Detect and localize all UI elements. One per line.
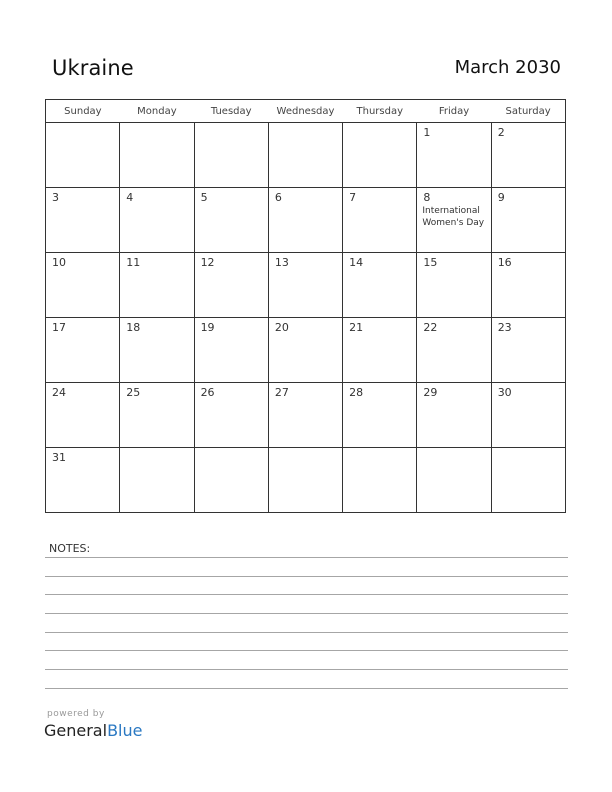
day-number: 4 xyxy=(126,191,134,204)
day-cell xyxy=(491,383,565,448)
day-cell xyxy=(46,253,120,318)
month-year-title: March 2030 xyxy=(454,57,561,78)
day-cell xyxy=(46,318,120,383)
day-number: 2 xyxy=(497,126,505,139)
day-number: 14 xyxy=(349,256,364,269)
day-cell xyxy=(268,383,342,448)
week-row xyxy=(46,123,566,188)
weekday-header-row xyxy=(46,100,566,123)
day-number: 13 xyxy=(274,256,289,269)
day-cell xyxy=(194,253,268,318)
day-cell xyxy=(491,188,565,253)
note-line xyxy=(45,632,568,633)
day-cell xyxy=(491,318,565,383)
day-number: 16 xyxy=(497,256,512,269)
day-number: 18 xyxy=(126,321,141,334)
day-cell xyxy=(46,383,120,448)
day-number: 8 xyxy=(423,191,431,204)
day-cell xyxy=(46,123,120,188)
weekday-wednesday: Wednesday xyxy=(268,100,342,123)
day-cell xyxy=(120,318,194,383)
weekday-sunday: Sunday xyxy=(46,100,120,123)
day-cell xyxy=(194,448,268,513)
day-cell xyxy=(268,253,342,318)
day-cell xyxy=(417,253,491,318)
calendar-grid xyxy=(45,99,566,513)
day-cell xyxy=(268,318,342,383)
day-cell xyxy=(120,448,194,513)
day-number: 22 xyxy=(423,321,438,334)
day-number: 15 xyxy=(423,256,438,269)
day-cell xyxy=(417,448,491,513)
day-number: 29 xyxy=(423,386,438,399)
day-cell xyxy=(343,253,417,318)
day-cell xyxy=(268,123,342,188)
day-cell xyxy=(343,318,417,383)
day-cell xyxy=(46,188,120,253)
week-row xyxy=(46,318,566,383)
day-number: 10 xyxy=(52,256,66,269)
day-cell xyxy=(491,253,565,318)
day-cell xyxy=(417,123,491,188)
day-number: 17 xyxy=(52,321,66,334)
day-number: 9 xyxy=(497,191,505,204)
day-cell xyxy=(268,448,342,513)
weekday-tuesday: Tuesday xyxy=(194,100,268,123)
note-line xyxy=(45,594,568,595)
day-number: 26 xyxy=(200,386,215,399)
week-row xyxy=(46,253,566,318)
note-line xyxy=(45,650,568,651)
day-number: 11 xyxy=(126,256,141,269)
day-number: 23 xyxy=(497,321,512,334)
day-cell xyxy=(343,123,417,188)
day-cell xyxy=(194,188,268,253)
note-line xyxy=(45,576,568,577)
brand-logo xyxy=(44,721,142,740)
day-number: 5 xyxy=(200,191,208,204)
day-cell xyxy=(268,188,342,253)
day-number: 19 xyxy=(200,321,215,334)
week-row xyxy=(46,188,566,253)
day-cell xyxy=(120,253,194,318)
week-row xyxy=(46,448,566,513)
weekday-monday: Monday xyxy=(120,100,194,123)
day-cell xyxy=(194,383,268,448)
weekday-thursday: Thursday xyxy=(343,100,417,123)
day-number: 24 xyxy=(52,386,66,399)
day-cell xyxy=(417,383,491,448)
weekday-saturday: Saturday xyxy=(491,100,565,123)
note-line xyxy=(45,613,568,614)
brand-blue: Blue xyxy=(107,721,143,740)
day-cell xyxy=(120,383,194,448)
day-cell xyxy=(343,188,417,253)
day-cell xyxy=(491,123,565,188)
day-number: 25 xyxy=(126,386,141,399)
day-number: 12 xyxy=(200,256,215,269)
day-cell xyxy=(46,448,120,513)
notes-label: NOTES: xyxy=(49,542,91,555)
note-line xyxy=(45,669,568,670)
day-number: 7 xyxy=(349,191,357,204)
day-cell xyxy=(417,318,491,383)
day-cell xyxy=(417,188,491,253)
day-cell xyxy=(491,448,565,513)
day-number: 31 xyxy=(52,451,66,464)
day-number: 21 xyxy=(349,321,364,334)
powered-by-text: powered by xyxy=(47,709,105,719)
day-number: 30 xyxy=(497,386,512,399)
day-cell xyxy=(343,448,417,513)
day-number: 28 xyxy=(349,386,364,399)
weekday-friday: Friday xyxy=(417,100,491,123)
day-number: 27 xyxy=(274,386,289,399)
note-line xyxy=(45,688,568,689)
day-number: 3 xyxy=(52,191,59,204)
country-title: Ukraine xyxy=(52,56,134,80)
day-number: 20 xyxy=(274,321,289,334)
day-cell xyxy=(194,123,268,188)
day-number: 6 xyxy=(274,191,282,204)
holiday-label: International Women's Day xyxy=(422,206,485,228)
brand-general: General xyxy=(44,721,108,740)
note-line xyxy=(45,557,568,558)
day-cell xyxy=(120,188,194,253)
day-cell xyxy=(120,123,194,188)
day-cell xyxy=(194,318,268,383)
day-cell xyxy=(343,383,417,448)
week-row xyxy=(46,383,566,448)
day-number: 1 xyxy=(423,126,431,139)
